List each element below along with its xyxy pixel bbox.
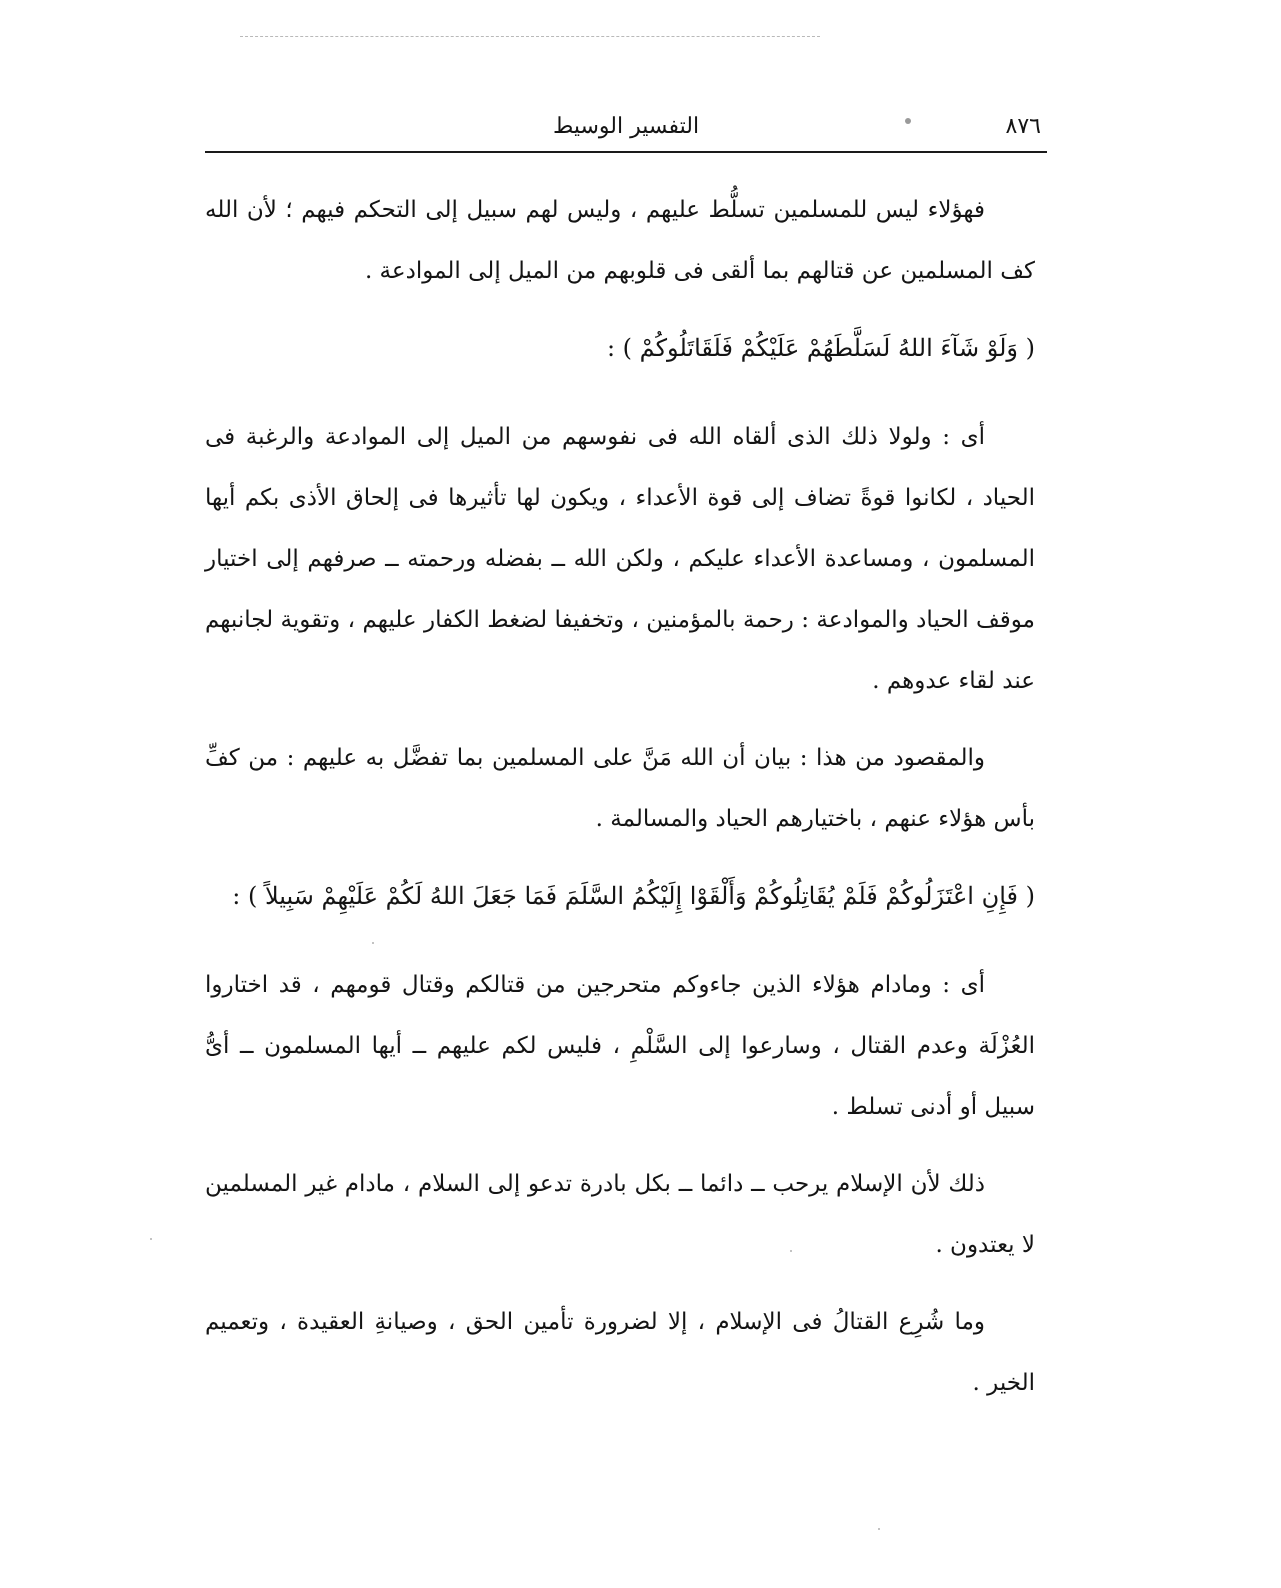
quran-verse: ( وَلَوْ شَآءَ اللهُ لَسَلَّطَهُمْ عَلَيْكُمْ فَلَقَاتَلُوكُمْ ) : (606, 334, 1035, 362)
page-body (205, 180, 1035, 1430)
header-rule (205, 151, 1047, 153)
page-number: ٨٧٦ (1005, 114, 1041, 139)
scan-speck (150, 1238, 152, 1240)
book-title: التفسير الوسيط (552, 114, 700, 139)
running-header (205, 112, 1047, 148)
paragraph: وما شُرِع القتالُ فى الإسلام ، إلا لضرورة تأمين الحق ، وصيانةِ العقيدة ، وتعميم الخير . (205, 1309, 1035, 1396)
paragraph: والمقصود من هذا : بيان أن الله مَنَّ على المسلمين بما تفضَّل به عليهم : من كفِّ بأس هؤلاء عنهم ، باختيارهم الحياد والمسالمة . (205, 745, 1035, 832)
scan-speck (878, 1528, 880, 1530)
paragraph: أى : ومادام هؤلاء الذين جاءوكم متحرجين من قتالكم وقتال قومهم ، قد اختاروا العُزْلَة وعدم القتال ، وسارعوا إلى السَّلْمِ ، فليس لكم عليهم ــ أيها المسلمون ــ أىُّ سبيل أو أدنى تسلط . (205, 972, 1035, 1120)
quran-verse: ( فَإِنِ اعْتَزَلُوكُمْ فَلَمْ يُقَاتِلُوكُمْ وَأَلْقَوْا إِلَيْكُمُ السَّلَمَ فَمَا جَعَلَ اللهُ لَكُمْ عَلَيْهِمْ سَبِيلاً ) : (232, 882, 1035, 910)
paragraph: ذلك لأن الإسلام يرحب ــ دائما ــ بكل بادرة تدعو إلى السلام ، مادام غير المسلمين لا يعتدون . (205, 1171, 1035, 1258)
paragraph: أى : ولولا ذلك الذى ألقاه الله فى نفوسهم من الميل إلى الموادعة والرغبة فى الحياد ، لكانوا قوةً تضاف إلى قوة الأعداء ، ويكون لها تأثيرها فى إلحاق الأذى بكم أيها المسلمون ، ومساعدة الأعداء عليكم ، ولكن الله ــ بفضله ورحمته ــ صرفهم إلى اختيار موقف الحياد والموادعة : رحمة بالمؤمنين ، وتخفيفا لضغط الكفار عليهم ، وتقوية لجانبهم عند لقاء عدوهم . (205, 424, 1035, 694)
paragraph: فهؤلاء ليس للمسلمين تسلُّط عليهم ، وليس لهم سبيل إلى التحكم فيهم ؛ لأن الله كف المسلمين عن قتالهم بما ألقى فى قلوبهم من الميل إلى الموادعة . (205, 197, 1035, 284)
scan-speck (905, 118, 911, 124)
scan-artifact-line (240, 36, 820, 37)
